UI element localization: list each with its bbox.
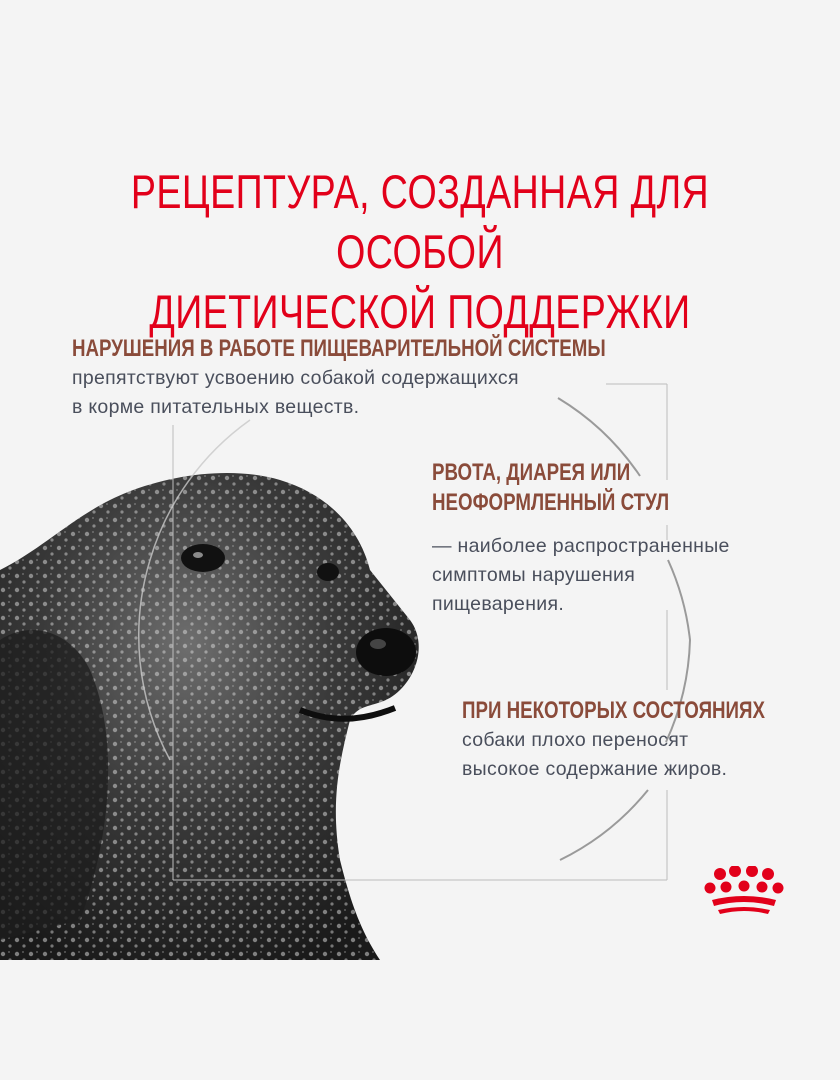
info-heading: НЕОФОРМЛЕННЫЙ СТУЛ [432, 489, 670, 516]
info-text-line: — наиболее распространенные [432, 535, 730, 557]
info-heading: ПРИ НЕКОТОРЫХ СОСТОЯНИЯХ [462, 697, 765, 724]
info-block-digestive [72, 334, 756, 422]
info-text-line: в корме питательных веществ. [72, 396, 360, 418]
info-text-line: высокое содержание жиров. [462, 758, 728, 780]
info-heading: НАРУШЕНИЯ В РАБОТЕ ПИЩЕВАРИТЕЛЬНОЙ СИСТЕМЫ [72, 335, 606, 362]
info-block-fat [462, 696, 840, 784]
info-text-line: препятствуют усвоению собакой содержащихся [72, 367, 519, 389]
title-line-2: ДИЕТИЧЕСКОЙ ПОДДЕРЖКИ [149, 285, 691, 338]
info-block-symptoms [432, 458, 736, 619]
info-text-line: симптомы нарушения [432, 564, 636, 586]
info-text-line: пищеварения. [432, 593, 565, 615]
info-text-line: собаки плохо переносят [462, 729, 689, 751]
info-heading: РВОТА, ДИАРЕЯ ИЛИ [432, 459, 631, 486]
crown-logo-icon [700, 866, 790, 916]
title-line-1: РЕЦЕПТУРА, СОЗДАННАЯ ДЛЯ ОСОБОЙ [130, 165, 710, 278]
